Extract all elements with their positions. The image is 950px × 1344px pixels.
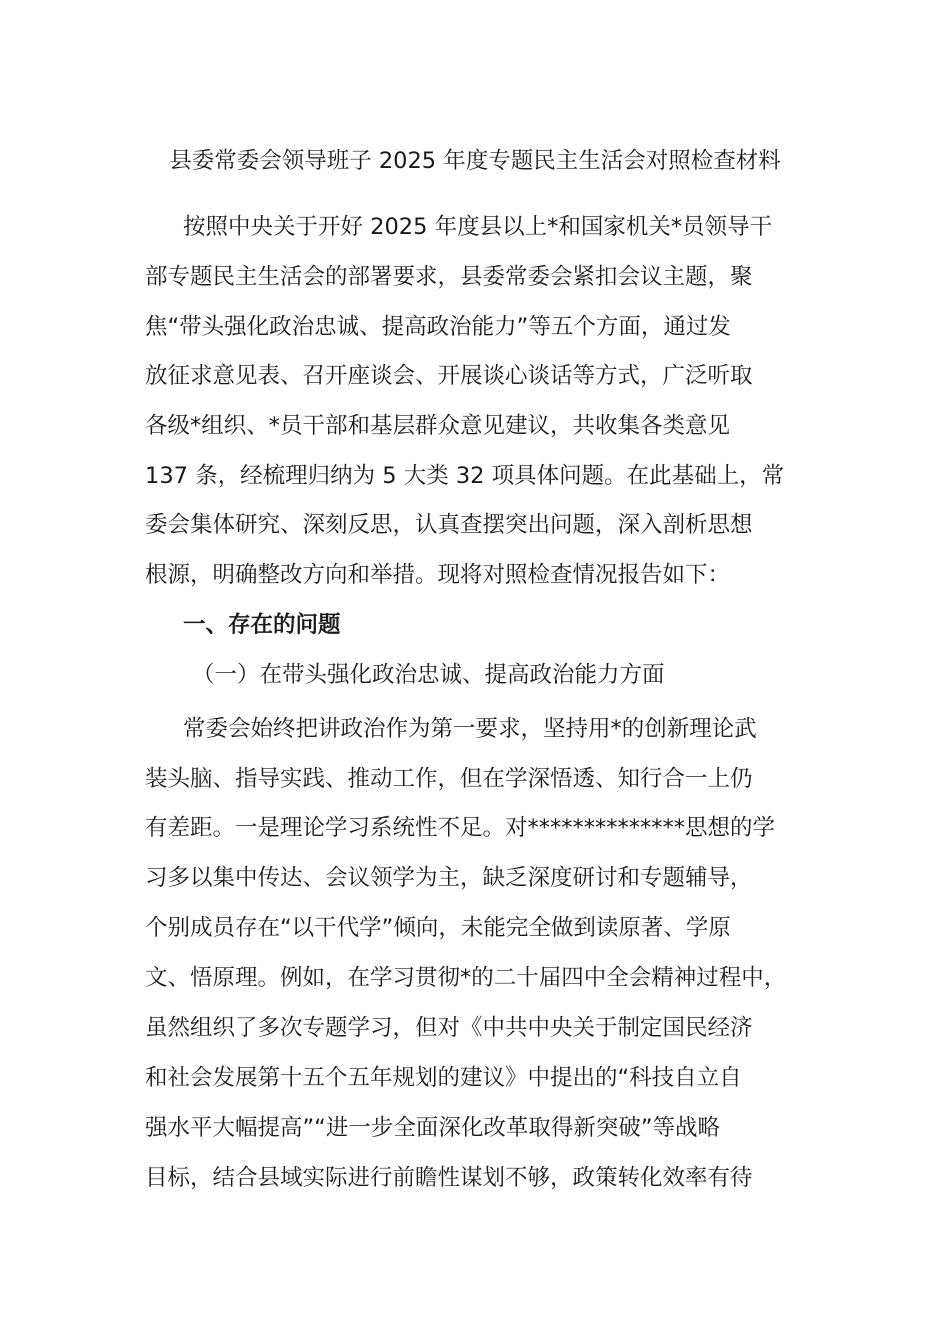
- subsection-heading: （一）在带头强化政治忠诚、提高政治能力方面: [192, 662, 665, 688]
- paragraph-line: 常委会始终把讲政治作为第一要求，坚持用*的创新理论武: [183, 716, 757, 742]
- paragraph-line: 和社会发展第十五个五年规划的建议》中提出的“科技自立自: [145, 1065, 742, 1091]
- paragraph-line: 强水平大幅提高”“进一步全面深化改革取得新突破”等战略: [145, 1115, 720, 1141]
- paragraph-line: 个别成员存在“以干代学”倾向，未能完全做到读原著、学原: [145, 915, 731, 941]
- paragraph-line: 按照中央关于开好 2025 年度县以上*和国家机关*员领导干: [183, 214, 773, 240]
- document-title: 县委常委会领导班子 2025 年度专题民主生活会对照检查材料: [169, 148, 781, 174]
- paragraph-line: 文、悟原理。例如，在学习贯彻*的二十届四中全会精神过程中，: [145, 965, 787, 991]
- paragraph-line: 部专题民主生活会的部署要求，县委常委会紧扣会议主题，聚: [145, 264, 753, 290]
- paragraph-line: 有差距。一是理论学习系统性不足。对**************思想的学: [145, 815, 776, 841]
- paragraph-line: 焦“带头强化政治忠诚、提高政治能力”等五个方面，通过发: [145, 314, 731, 340]
- paragraph-line: 放征求意见表、召开座谈会、开展谈心谈话等方式，广泛听取: [145, 363, 753, 389]
- section-heading: 一、存在的问题: [183, 612, 341, 638]
- paragraph-line: 各级*组织、*员干部和基层群众意见建议，共收集各类意见: [145, 413, 731, 439]
- paragraph-line: 委会集体研究、深刻反思，认真查摆突出问题，深入剖析思想: [145, 512, 753, 538]
- paragraph-line: 虽然组织了多次专题学习，但对《中共中央关于制定国民经济: [145, 1015, 753, 1041]
- paragraph-line: 137 条，经梳理归纳为 5 大类 32 项具体问题。在此基础上，常: [145, 463, 785, 489]
- paragraph-line: 目标，结合县域实际进行前瞻性谋划不够，政策转化效率有待: [145, 1165, 753, 1191]
- paragraph-line: 习多以集中传达、会议领学为主，缺乏深度研讨和专题辅导，: [145, 865, 753, 891]
- paragraph-line: 根源，明确整改方向和举措。现将对照检查情况报告如下：: [145, 562, 731, 588]
- paragraph-line: 装头脑、指导实践、推动工作，但在学深悟透、知行合一上仍: [145, 766, 753, 792]
